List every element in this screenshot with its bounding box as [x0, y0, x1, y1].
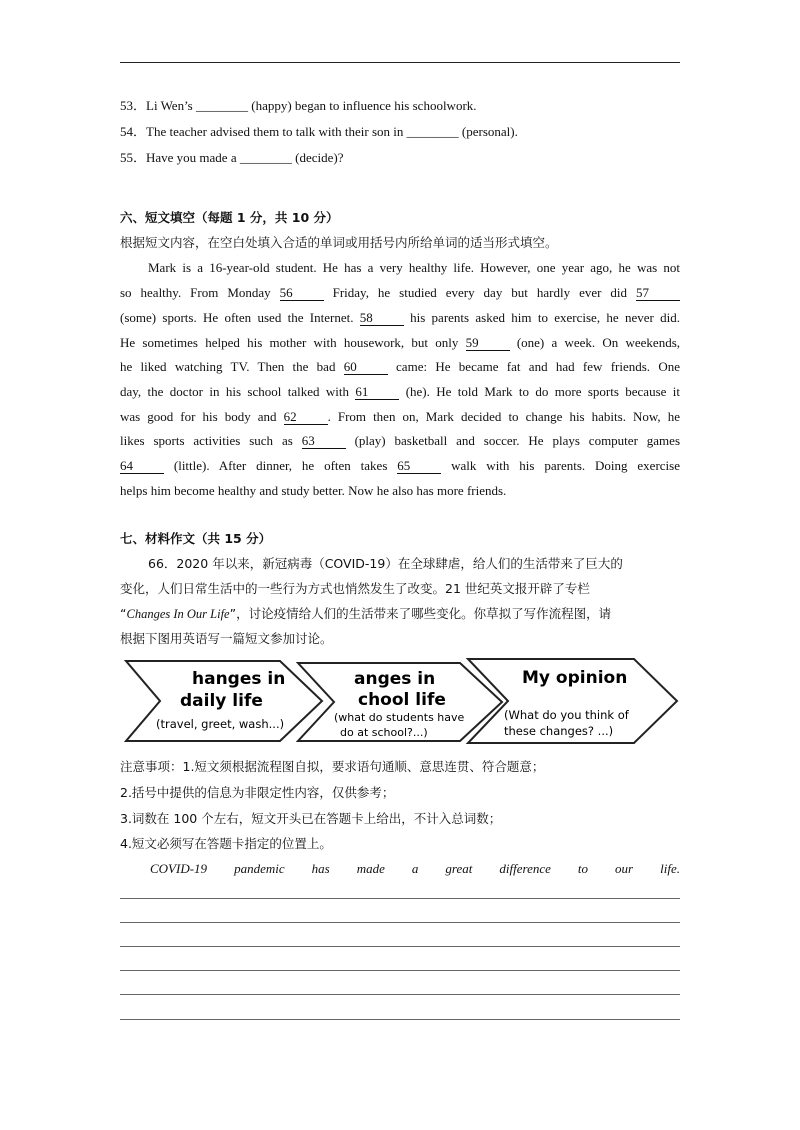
cloze-blank-65[interactable]: 65	[397, 459, 441, 474]
writing-line[interactable]	[120, 898, 680, 899]
passage-text: (he). He told Mark to do more sports because it	[399, 384, 680, 399]
note-line: 注意事项：1.短文须根据流程图自拟，要求语句通顺、意思连贯、符合题意；	[120, 759, 545, 774]
essay-prompt-line: “Changes In Our Life”，讨论疫情给人们的生活带来了哪些变化。你草拟了写作流程图，请	[120, 606, 612, 621]
passage-text: (little). After dinner, he often takes	[164, 458, 398, 473]
passage-line	[120, 432, 680, 450]
flow-label: chool life	[358, 690, 446, 710]
flow-hint: (What do you think of	[504, 708, 629, 722]
cloze-blank-64[interactable]: 64	[120, 459, 164, 474]
answer-blank[interactable]: ________	[406, 124, 459, 139]
essay-opening: COVID-19 pandemic has made a great difference to our life.	[150, 861, 680, 876]
passage-line	[120, 334, 680, 352]
cloze-blank-60[interactable]: 60	[344, 360, 388, 375]
passage-line	[120, 358, 680, 376]
answer-blank[interactable]: ________	[196, 98, 248, 113]
flow-label: My opinion	[522, 668, 628, 688]
section7-heading: 七、材料作文（共 15 分）	[120, 531, 272, 546]
question-text: 54．The teacher advised them to talk with their son in	[120, 124, 407, 139]
cloze-blank-58[interactable]: 58	[360, 311, 404, 326]
flow-label: anges in	[354, 669, 436, 689]
passage-text: Mark is a 16-year-old student. He has a very healthy life. However, one year ago, he was not	[148, 260, 680, 275]
writing-line[interactable]	[120, 994, 680, 995]
flow-label: daily life	[180, 691, 263, 711]
question-text: 55．Have you made a	[120, 150, 240, 165]
cloze-blank-62[interactable]: 62	[284, 410, 328, 425]
cloze-blank-59[interactable]: 59	[466, 336, 510, 351]
passage-text: walk with his parents. Doing exercise	[441, 458, 680, 473]
writing-line[interactable]	[120, 946, 680, 947]
section6-heading: 六、短文填空（每题 1 分，共 10 分）	[120, 210, 339, 225]
passage-text: likes sports activities such as	[120, 433, 302, 448]
flow-label: hanges in	[192, 669, 286, 689]
passage-text: He sometimes helped his mother with housework, but only	[120, 335, 466, 350]
question-55	[120, 149, 680, 167]
passage-text: was good for his body and	[120, 409, 284, 424]
passage-text: so healthy. From Monday	[120, 285, 280, 300]
passage-text: . From then on, Mark decided to change his habits. Now, he	[327, 409, 680, 424]
cloze-blank-57[interactable]: 57	[636, 286, 680, 301]
cloze-blank-63[interactable]: 63	[302, 434, 346, 449]
essay-prompt-line: 66．2020 年以来，新冠病毒（COVID-19）在全球肆虐，给人们的生活带来了巨大的	[148, 556, 623, 571]
writing-flowchart	[122, 655, 682, 747]
essay-prompt-line: 根据下图用英语写一篇短文参加讨论。	[120, 631, 333, 646]
passage-text: (one) a week. On weekends,	[509, 335, 680, 350]
question-hint: (decide)?	[291, 150, 344, 165]
section6-instruction: 根据短文内容，在空白处填入合适的单词或用括号内所给单词的适当形式填空。	[120, 235, 558, 250]
column-title: Changes In Our Life	[126, 607, 230, 621]
cloze-blank-56[interactable]: 56	[280, 286, 324, 301]
passage-line	[148, 259, 680, 277]
passage-text: his parents asked him to exercise, he never did.	[403, 310, 680, 325]
passage-text: (some) sports. He often used the Internet.	[120, 310, 360, 325]
passage-text: Friday, he studied every day but hardly ever did	[323, 285, 636, 300]
writing-line[interactable]	[120, 1019, 680, 1020]
passage-line	[120, 383, 680, 401]
passage-text: he liked watching TV. Then the bad	[120, 359, 344, 374]
note-line: 2.括号中提供的信息为非限定性内容，仅供参考；	[120, 785, 395, 800]
passage-line	[120, 408, 680, 426]
note-line: 3.词数在 100 个左右，短文开头已在答题卡上给出，不计入总词数；	[120, 811, 502, 826]
passage-line	[120, 482, 680, 500]
question-54	[120, 123, 680, 141]
passage-text: (play) basketball and soccer. He plays computer games	[345, 433, 680, 448]
passage-text: day, the doctor in his school talked with	[120, 384, 356, 399]
question-hint: (personal).	[458, 124, 518, 139]
passage-text: came: He became fat and had few friends. One	[387, 359, 680, 374]
essay-prompt-line: 变化，人们日常生活中的一些行为方式也悄然发生了改变。21 世纪英文报开辟了专栏	[120, 581, 590, 596]
question-53	[120, 97, 680, 115]
writing-line[interactable]	[120, 970, 680, 971]
passage-line	[120, 284, 680, 302]
answer-blank[interactable]: ________	[239, 150, 292, 165]
passage-line	[120, 457, 680, 475]
writing-line[interactable]	[120, 922, 680, 923]
passage-text: helps him become healthy and study better. Now he also has more friends.	[120, 483, 507, 498]
flow-hint: do at school?...)	[340, 726, 428, 739]
flow-arrow-daily-life	[126, 661, 322, 741]
passage-line	[120, 309, 680, 327]
question-hint: (happy) began to influence his schoolwork.	[248, 98, 477, 113]
note-line: 4.短文必须写在答题卡指定的位置上。	[120, 836, 332, 851]
flow-hint: (travel, greet, wash...)	[156, 717, 285, 731]
flow-hint: (what do students have	[334, 711, 465, 724]
flow-hint: these changes? ...)	[504, 724, 614, 738]
flow-arrow-school-life	[298, 663, 502, 741]
cloze-blank-61[interactable]: 61	[355, 385, 399, 400]
question-text: 53．Li Wen’s	[120, 98, 196, 113]
header-rule	[120, 62, 680, 63]
